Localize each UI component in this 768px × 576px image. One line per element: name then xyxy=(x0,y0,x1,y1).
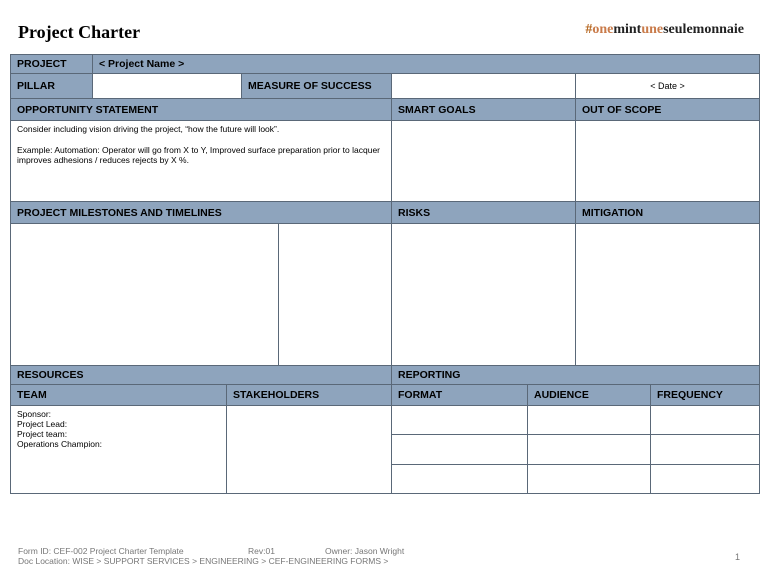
audience-cell[interactable] xyxy=(527,434,651,465)
project-label: PROJECT xyxy=(10,54,93,74)
page-title: Project Charter xyxy=(18,22,141,42)
team-project-lead: Project Lead: xyxy=(17,419,68,429)
mitigation-field[interactable] xyxy=(575,223,760,366)
milestones-label: PROJECT MILESTONES AND TIMELINES xyxy=(10,201,392,224)
measure-field[interactable] xyxy=(391,73,576,99)
footer-location: Doc Location: WISE > SUPPORT SERVICES > ENGINEERING > CEF-ENGINEERING FORMS > xyxy=(18,556,389,566)
measure-label: MEASURE OF SUCCESS xyxy=(241,73,392,99)
footer-owner: Owner: Jason Wright xyxy=(325,546,405,556)
format-cell[interactable] xyxy=(391,434,528,465)
out-of-scope-label: OUT OF SCOPE xyxy=(575,98,760,121)
frequency-cell[interactable] xyxy=(650,434,760,465)
opportunity-field[interactable] xyxy=(10,120,392,202)
date-field[interactable]: < Date > xyxy=(575,73,760,99)
risks-field[interactable] xyxy=(391,223,576,366)
risks-label: RISKS xyxy=(391,201,576,224)
team-label: TEAM xyxy=(10,384,227,406)
page-number: 1 xyxy=(734,552,740,562)
audience-label: AUDIENCE xyxy=(527,384,651,406)
footer-rev: Rev:01 xyxy=(248,546,275,556)
audience-cell[interactable] xyxy=(527,464,651,494)
stakeholders-field[interactable] xyxy=(226,405,392,494)
team-project-team: Project team: xyxy=(17,429,68,439)
pillar-label: PILLAR xyxy=(10,73,93,99)
stakeholders-label: STAKEHOLDERS xyxy=(226,384,392,406)
opportunity-hint: Consider including vision driving the project, “how the future will look”. xyxy=(17,124,280,134)
frequency-cell[interactable] xyxy=(650,405,760,435)
frequency-label: FREQUENCY xyxy=(650,384,760,406)
resources-label: RESOURCES xyxy=(10,365,392,385)
format-label: FORMAT xyxy=(391,384,528,406)
smart-goals-label: SMART GOALS xyxy=(391,98,576,121)
reporting-label: REPORTING xyxy=(391,365,760,385)
timelines-field[interactable] xyxy=(278,223,392,366)
team-sponsor: Sponsor: xyxy=(17,409,52,419)
frequency-cell[interactable] xyxy=(650,464,760,494)
format-cell[interactable] xyxy=(391,464,528,494)
opportunity-example: Example: Automation: Operator will go from X to Y, Improved surface preparation prior to lacquer improves adhesions / reduces rejects by X %. xyxy=(17,145,381,165)
opportunity-label: OPPORTUNITY STATEMENT xyxy=(10,98,392,121)
team-operations-champion: Operations Champion: xyxy=(17,439,103,449)
footer xyxy=(18,546,404,566)
smart-goals-field[interactable] xyxy=(391,120,576,202)
team-field[interactable] xyxy=(10,405,227,494)
mitigation-label: MITIGATION xyxy=(575,201,760,224)
out-of-scope-field[interactable] xyxy=(575,120,760,202)
pillar-field[interactable] xyxy=(92,73,242,99)
footer-form-id: Form ID: CEF-002 Project Charter Template xyxy=(18,546,184,556)
audience-cell[interactable] xyxy=(527,405,651,435)
format-cell[interactable] xyxy=(391,405,528,435)
milestones-field[interactable] xyxy=(10,223,279,366)
brand-logo: #onemintuneseulemonnaie xyxy=(585,22,744,37)
project-name-field[interactable]: < Project Name > xyxy=(92,54,760,74)
